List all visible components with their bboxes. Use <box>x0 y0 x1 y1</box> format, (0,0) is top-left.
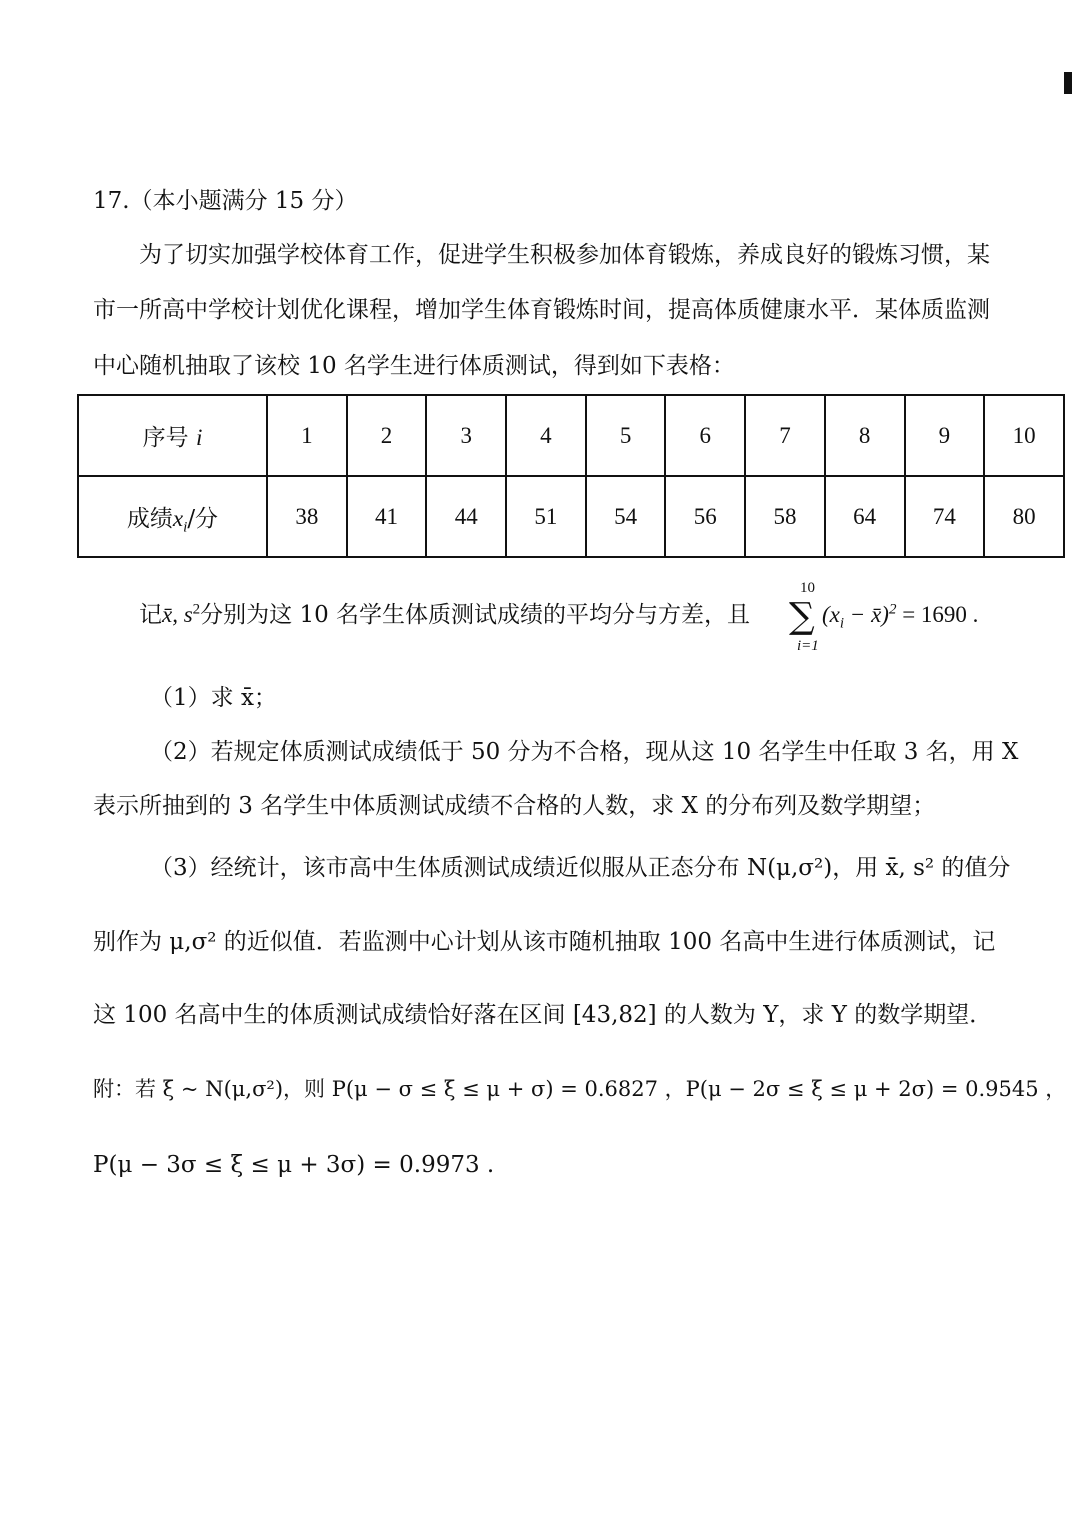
note-text: 分别为这 10 名学生体质测试成绩的平均分与方差，且 <box>200 602 751 628</box>
index-cell: 3 <box>426 395 506 476</box>
table-row-index <box>78 395 1064 476</box>
sum-lower-limit: i=1 <box>797 638 819 654</box>
index-cell: 2 <box>347 395 427 476</box>
part-3-line-2: 别作为 μ,σ² 的近似值．若监测中心计划从该市随机抽取 100 名高中生进行体质测试，记 <box>93 929 996 955</box>
score-cell: 74 <box>905 476 985 557</box>
score-header-cell <box>78 476 267 557</box>
index-header-var: i <box>195 425 203 450</box>
score-cell: 54 <box>586 476 666 557</box>
index-cell: 10 <box>984 395 1064 476</box>
sum-expr: (x <box>822 602 840 627</box>
note-square: 2 <box>192 601 201 618</box>
part-1: （1）求 x̄； <box>150 685 277 711</box>
score-header-unit: /分 <box>187 506 219 532</box>
score-header-var: $x_i$ <box>172 506 188 536</box>
score-cell: 38 <box>267 476 347 557</box>
index-cell: 9 <box>905 395 985 476</box>
part-3-line-3: 这 100 名高中生的体质测试成绩恰好落在区间 [43,82] 的人数为 Y，求 Y 的数学期望． <box>93 1002 993 1028</box>
index-cell: 6 <box>665 395 745 476</box>
score-cell: 80 <box>984 476 1064 557</box>
sum-square: 2 <box>888 601 897 618</box>
index-cell: 8 <box>825 395 905 476</box>
score-cell: 58 <box>745 476 825 557</box>
index-cell: 5 <box>586 395 666 476</box>
intro-line-3: 中心随机抽取了该校 10 名学生进行体质测试，得到如下表格： <box>93 353 735 379</box>
appendix-line-1: 附：若 ξ ~ N(μ,σ²)，则 P(μ − σ ≤ ξ ≤ μ + σ) = 0.6827 ，P(μ − 2σ ≤ ξ ≤ μ + 2σ) = 0.9545 ， <box>93 1077 1067 1101</box>
score-header-label: 成绩 <box>126 506 173 532</box>
score-cell: 44 <box>426 476 506 557</box>
part-2-line-1: （2）若规定体质测试成绩低于 50 分为不合格，现从这 10 名学生中任取 3 名，用 X <box>150 739 1019 765</box>
note-prefix: 记 <box>139 602 162 628</box>
note-vars: x̄, s <box>162 602 193 627</box>
sum-expression <box>822 600 978 630</box>
intro-line-1: 为了切实加强学校体育工作，促进学生积极参加体育锻炼，养成良好的锻炼习惯，某 <box>139 242 990 268</box>
summation-symbol: ∑ <box>789 596 815 637</box>
index-cell: 7 <box>745 395 825 476</box>
intro-line-2: 市一所高中学校计划优化课程，增加学生体育锻炼时间，提高体质健康水平．某体质监测 <box>93 297 990 323</box>
sum-expr-sub: i <box>839 615 845 632</box>
score-cell: 41 <box>347 476 427 557</box>
sum-rest: − x̄) <box>844 602 889 627</box>
score-table <box>77 394 1065 558</box>
appendix-line-2: P(μ − 3σ ≤ ξ ≤ μ + 3σ) = 0.9973 . <box>93 1152 495 1178</box>
index-header-label: 序号 <box>142 425 189 451</box>
table-row-score <box>78 476 1064 557</box>
index-header-cell <box>78 395 267 476</box>
index-cell: 1 <box>267 395 347 476</box>
score-cell: 51 <box>506 476 586 557</box>
index-cell: 4 <box>506 395 586 476</box>
part-3-line-1: （3）经统计，该市高中生体质测试成绩近似服从正态分布 N(μ,σ²)，用 x̄, s² 的值分 <box>150 855 1011 881</box>
note-line <box>139 600 750 630</box>
score-cell: 64 <box>825 476 905 557</box>
sum-value: = 1690 . <box>896 602 979 627</box>
sum-upper-limit: 10 <box>800 580 815 596</box>
part-2-line-2: 表示所抽到的 3 名学生中体质测试成绩不合格的人数，求 X 的分布列及数学期望； <box>93 793 936 819</box>
corner-registration-mark <box>1064 72 1072 94</box>
question-title: 17.（本小题满分 15 分） <box>93 188 358 214</box>
score-cell: 56 <box>665 476 745 557</box>
